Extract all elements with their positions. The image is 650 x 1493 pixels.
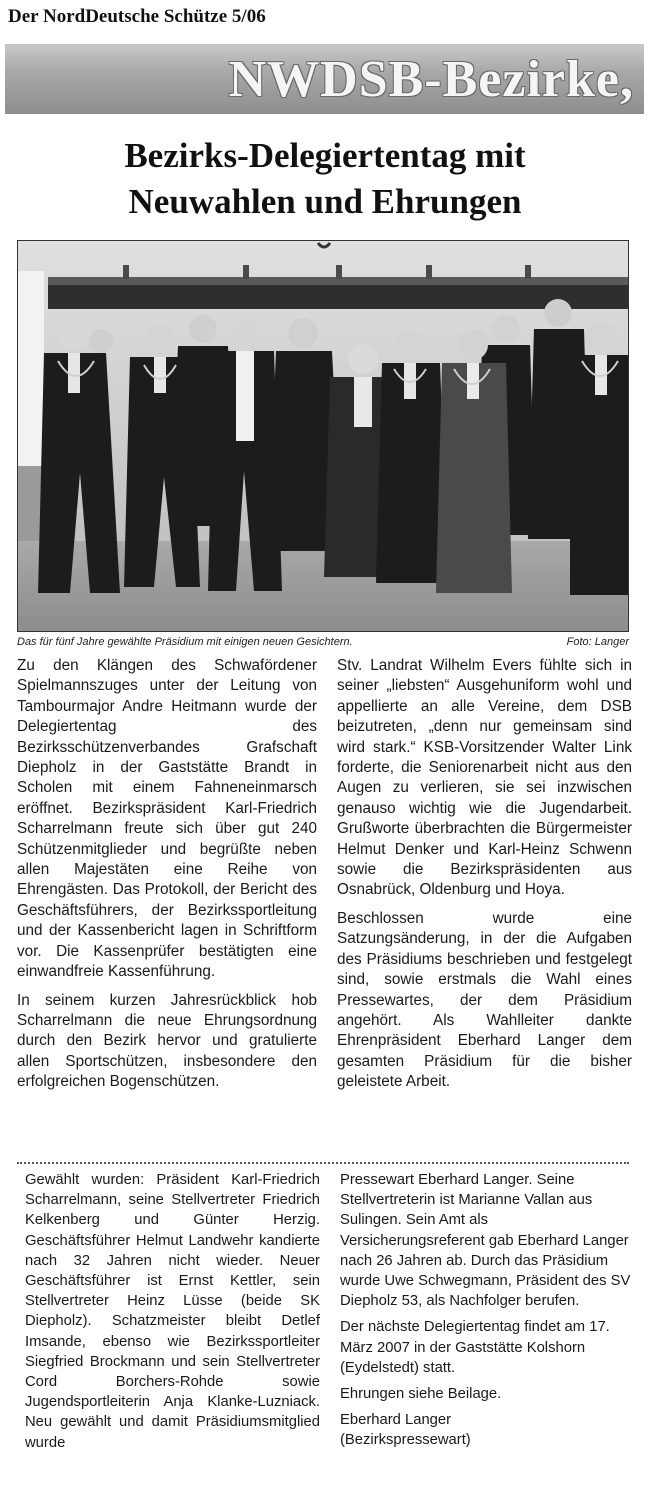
article-column-left (17, 656, 317, 1101)
author-signature (340, 1410, 632, 1450)
headline-line-1: Bezirks-Delegiertentag mit (124, 136, 526, 175)
paragraph: Beschlossen wurde eine Satzungsänderung, in der die Aufgaben des Präsidiums beschrieben und festgelegt sind, sowie erstmals die Wahl eines Pressewartes, der dem Präsidium angehört. Als Wahlleiter dankte Ehrenpräsident Eberhard Langer dem gesamten Präsidium für die bisher geleistete Arbeit. (337, 909, 632, 1091)
author-name: Eberhard Langer (340, 1412, 452, 1429)
author-role: (Bezirkspressewart) (340, 1432, 471, 1449)
article-column-bottom-right (340, 1170, 632, 1451)
article-column-bottom-left (25, 1170, 320, 1461)
article-column-right (337, 656, 632, 1101)
paragraph: Stv. Landrat Wilhelm Evers fühlte sich in seiner „liebsten“ Ausgehuniform wohl und appellierte an alle Vereine, dem DSB beizutreten, „denn nur gemeinsam sind wird stark.“ KSB-Vorsitzender Walter Link forderte, die Seniorenarbeit nicht aus den Augen zu verlieren, sie sei inzwischen genauso wichtig wie die Jugendarbeit. Grußworte überbrachten die Bürgermeister Helmut Denker und Karl-Heinz Schwenn sowie die Bezirkspräsidenten aus Osnabrück, Oldenburg und Hoya. (337, 657, 632, 899)
paragraph: Gewählt wurden: Präsident Karl-Friedrich Scharrelmann, seine Stellvertreter Friedrich Kelkenberg und Günter Herzig. Geschäftsführer Helmut Landwehr kandierte nach 32 Jahren nicht wieder. Neuer Geschäftsführer ist Ernst Kettler, sein Stellvertreter Heinz Lüsse (beide SK Diepholz). Schatzmeister bleibt Detlef Imsande, ebenso wie Bezirkssportleiter Siegfried Brockmann und sein Stellvertreter Cord Borchers-Rohde sowie Jugendsportleiterin Anja Klanke-Luzniack. Neu gewählt und damit Präsidiumsmitglied wurde (25, 1172, 320, 1451)
paragraph: Pressewart Eberhard Langer. Seine Stellvertreterin ist Marianne Vallan aus Sulingen. Sein Amt als Versicherungsreferent gab Eberhard Langer nach 26 Jahren ab. Durch das Präsidium wurde Uwe Schwegmann, Präsident des SV Diepholz 53, als Nachfolger berufen. (340, 1172, 631, 1310)
section-banner (5, 44, 644, 114)
photo-credit: Foto: Langer (566, 636, 629, 648)
group-photo-illustration (18, 241, 629, 632)
paragraph: In seinem kurzen Jahresrückblick hob Scharrelmann die neue Ehrungsordnung durch den Bezirk hervor und gratulierte allen Sportschützen, insbesondere den erfolgreichen Bogenschützen. (17, 991, 317, 1091)
group-photo (17, 240, 629, 632)
section-banner-title: NWDSB-Bezirke, (228, 51, 634, 108)
paragraph: Ehrungen siehe Beilage. (340, 1386, 502, 1403)
headline-line-2: Neuwahlen und Ehrungen (128, 182, 522, 221)
paragraph: Zu den Klängen des Schwafördener Spielmannszuges unter der Leitung von Tambourmajor Andre Heitmann wurde der Delegiertentag des Bezirksschützenverbandes Grafschaft Diepholz in der Gaststätte Brandt in Scholen mit einem Fahneneinmarsch eröffnet. Bezirkspräsident Karl-Friedrich Scharrelmann freute sich über gut 240 Schützenmitglieder und begrüßte neben allen Majestäten eine Reihe von Ehrengästen. Das Protokoll, der Bericht des Geschäftsführers, der Bezirkssportleitung und der Kassenbericht lagen in Schriftform vor. Die Kassenprüfer bestätigten eine einwandfreie Kassenführung. (17, 657, 317, 981)
masthead: Der NordDeutsche Schütze 5/06 (8, 6, 266, 27)
headline (0, 133, 650, 225)
paragraph: Der nächste Delegiertentag findet am 17. März 2007 in der Gaststätte Kolshorn (Eydelstedt) statt. (340, 1319, 610, 1376)
section-divider (17, 1162, 629, 1164)
photo-caption (17, 636, 629, 648)
photo-caption-text: Das für fünf Jahre gewählte Präsidium mit einigen neuen Gesichtern. (17, 636, 353, 648)
